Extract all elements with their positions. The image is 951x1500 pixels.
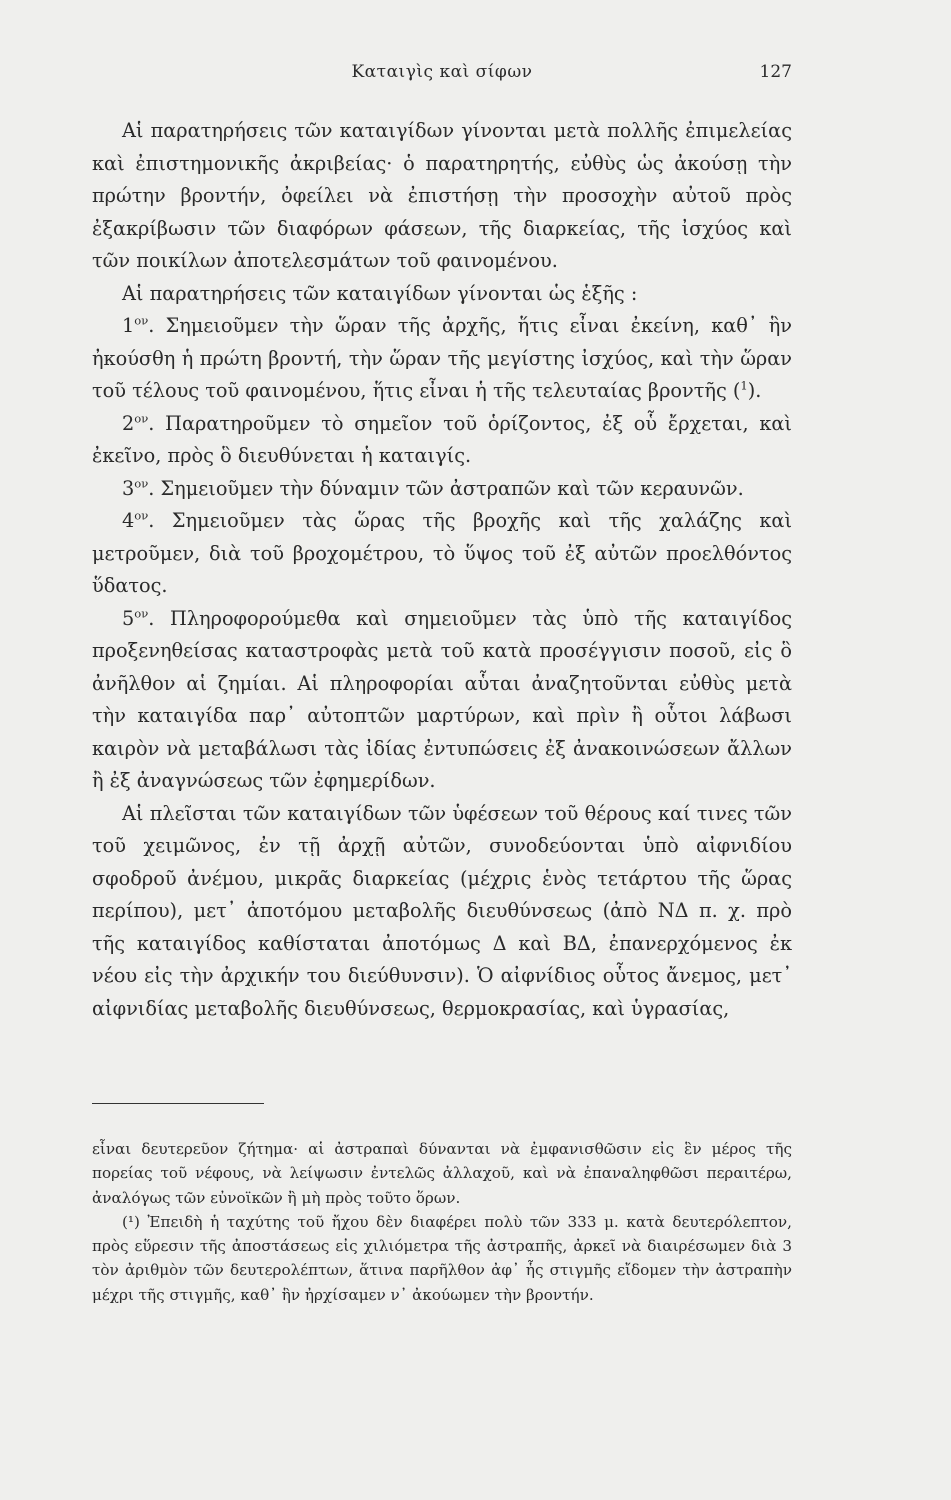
ordinal-suffix: ον [134, 508, 149, 523]
page-number: 127 [759, 62, 792, 82]
list-item-5 [92, 603, 792, 798]
list-item-2 [92, 408, 792, 473]
ordinal-suffix: ον [134, 606, 149, 621]
footnote-text: Ἐπειδὴ ἡ ταχύτης τοῦ ἤχου δὲν διαφέρει πολὺ τῶν 333 μ. κατὰ δευτερόλεπτον, πρὸς εὕρεσιν τῆς ἀποστάσεως εἰς χιλιόμετρα τῆς ἀστραπῆς, ἀρκεῖ νὰ διαιρέσωμεν διὰ 3 τὸν ἀριθμὸν τῶν δευτερολέπτων, ἅτινα παρῆλθον ἀφ᾽ ἧς στιγμῆς εἴδομεν τὴν ἀστραπὴν μέχρι τῆς στιγμῆς, καθ᾽ ἣν ἠρχίσαμεν ν᾽ ἀκούωμεν τὴν βροντήν. [92, 1212, 792, 1304]
ordinal-suffix: ον [134, 313, 149, 328]
page-header [92, 62, 792, 92]
list-item-3 [92, 473, 792, 506]
item-number: 3 [122, 476, 135, 500]
item-number: 1 [122, 314, 135, 337]
list-item-4 [92, 505, 792, 603]
ordinal-suffix: ον [134, 411, 149, 426]
paragraph-list-intro: Αἱ παρατηρήσεις τῶν καταιγίδων γίνονται ὡς ἑξῆς : [122, 281, 638, 305]
paragraph-wind: Αἱ πλεῖσται τῶν καταιγίδων τῶν ὑφέσεων τοῦ θέρους καί τινες τῶν τοῦ χειμῶνος, ἐν τῇ ἀρχῇ αὐτῶν, συνοδεύονται ὑπὸ αἰφνιδίου σφοδροῦ ἀνέμου, μικρᾶς διαρκείας (μέχρις ἑνὸς τετάρτου τῆς ὥρας περίπου), μετ᾽ ἀποτόμου μεταβολῆς διευθύνσεως (ἀπὸ ΝΔ π. χ. πρὸ τῆς καταιγίδος καθίσταται ἀποτόμως Δ καὶ ΒΔ, ἐπανερχόμενος ἐκ νέου εἰς τὴν ἀρχικήν του διεύθυνσιν). Ὁ αἰφνίδιος οὗτος ἄνεμος, μετ᾽ αἰφνιδίας μεταβολῆς διευθύνσεως, θερμοκρασίας, καὶ ὑγρασίας, [92, 801, 792, 1020]
running-head: Καταιγὶς καὶ σίφων [351, 62, 533, 82]
item-text-end: ). [747, 379, 762, 402]
item-number: 5 [122, 606, 135, 630]
footnote-continuation: εἶναι δευτερεῦον ζήτημα· αἱ ἀστραπαὶ δύνανται νὰ ἐμφανισθῶσιν εἰς ἓν μέρος τῆς πορείας τοῦ νέφους, νὰ λείψωσιν ἐντελῶς ἀλλαχοῦ, καὶ νὰ ἐπαναληφθῶσι περαιτέρω, ἀναλόγως τῶν εὐνοϊκῶν ἢ μὴ πρὸς τοῦτο ὅρων. [92, 1140, 792, 1207]
item-text: . Πληροφορούμεθα καὶ σημειοῦμεν τὰς ὑπὸ τῆς καταιγίδος προξενηθείσας καταστροφὰς μετὰ τοῦ κατὰ προσέγγισιν ποσοῦ, εἰς ὃ ἀνῆλθον αἱ ζημίαι. Αἱ πληροφορίαι αὗται ἀναζητοῦνται εὐθὺς μετὰ τὴν καταιγίδα παρ᾽ αὐτοπτῶν μαρτύρων, καὶ πρὶν ἢ οὗτοι λάβωσι καιρὸν νὰ μεταβάλωσι τὰς ἰδίας ἐντυπώσεις ἐξ ἀνακοινώσεων ἄλλων ἢ ἐξ ἀναγνώσεως τῶν ἐφημερίδων. [92, 606, 792, 792]
main-text [92, 115, 792, 1025]
item-text: . Σημειοῦμεν τὴν δύναμιν τῶν ἀστραπῶν καὶ τῶν κεραυνῶν. [148, 476, 744, 500]
footnote-1 [92, 1210, 792, 1307]
footnotes [92, 1137, 792, 1307]
item-number: 2 [122, 411, 135, 435]
ordinal-suffix: ον [134, 476, 149, 491]
item-text: . Παρατηροῦμεν τὸ σημεῖον τοῦ ὁρίζοντος, ἐξ οὗ ἔρχεται, καὶ ἐκεῖνο, πρὸς ὃ διευθύνεται ἡ καταιγίς. [92, 411, 792, 467]
footnote-rule [92, 1103, 264, 1104]
item-text: . Σημειοῦμεν τὴν ὥραν τῆς ἀρχῆς, ἥτις εἶναι ἐκείνη, καθ᾽ ἣν ἠκούσθη ἡ πρώτη βροντή, τὴν ὥραν τῆς μεγίστης ἰσχύος, καὶ τὴν ὥραν τοῦ τέλους τοῦ φαινομένου, ἥτις εἶναι ἡ τῆς τελευταίας βροντῆς ( [92, 314, 792, 402]
item-text: . Σημειοῦμεν τὰς ὥρας τῆς βροχῆς καὶ τῆς χαλάζης καὶ μετροῦμεν, διὰ τοῦ βροχομέτρου, τὸ ὕψος τοῦ ἐξ αὐτῶν προελθόντος ὕδατος. [92, 509, 792, 597]
paragraph-intro: Αἱ παρατηρήσεις τῶν καταιγίδων γίνονται μετὰ πολλῆς ἐπιμελείας καὶ ἐπιστημονικῆς ἀκριβείας· ὁ παρατηρητής, εὐθὺς ὡς ἀκούσῃ τὴν πρώτην βροντήν, ὀφείλει νὰ ἐπιστήσῃ τὴν προσοχὴν αὐτοῦ πρὸς ἐξακρίβωσιν τῶν διαφόρων φάσεων, τῆς διαρκείας, τῆς ἰσχύος καὶ τῶν ποικίλων ἀποτελεσμάτων τοῦ φαινομένου. [92, 119, 792, 272]
item-number: 4 [122, 509, 135, 532]
list-item-1 [92, 310, 792, 408]
footnote-mark: (¹) [122, 1212, 140, 1231]
footnote-ref: 1 [740, 378, 748, 393]
